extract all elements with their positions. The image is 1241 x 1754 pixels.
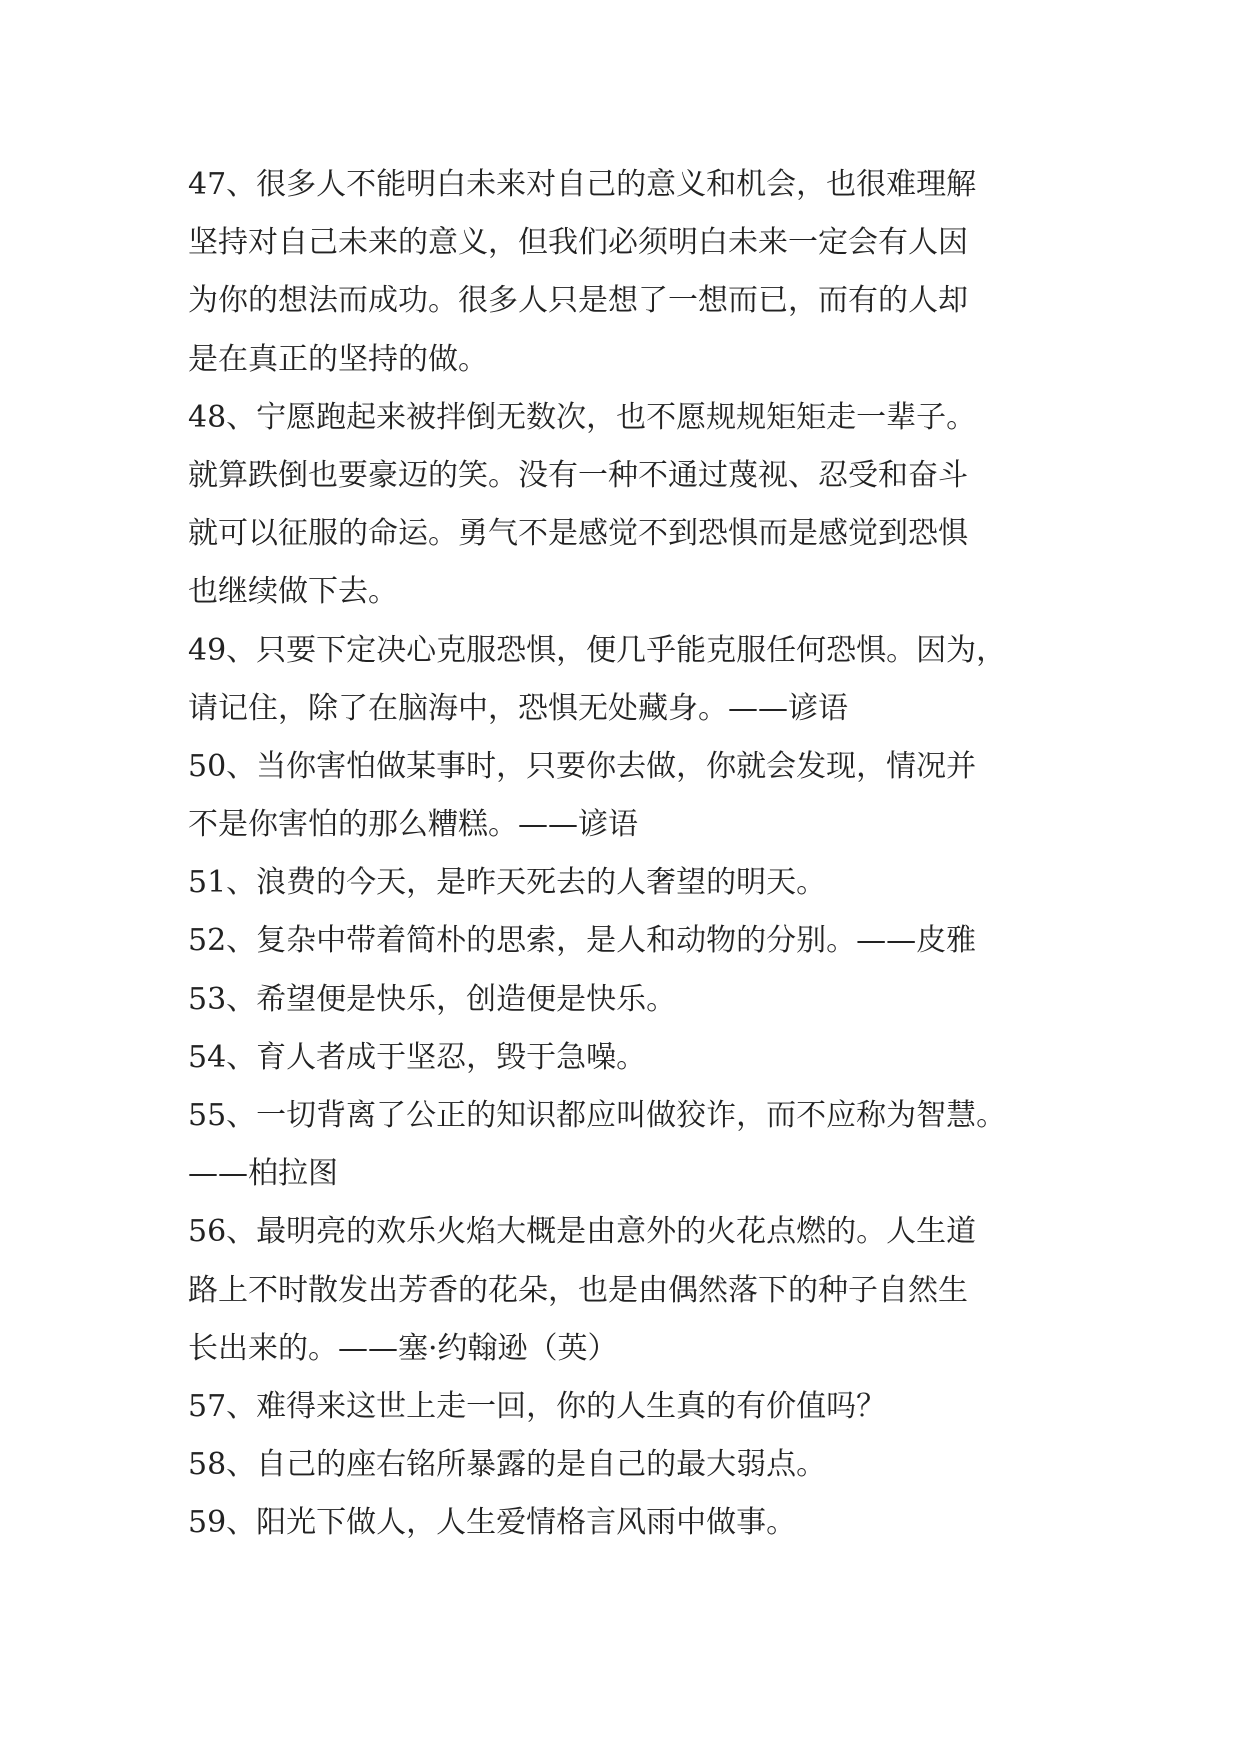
text-line: 是在真正的坚持的做。 [188,341,488,377]
text-line: 长出来的。——塞·约翰逊（英） [188,1330,618,1366]
text-line: 请记住，除了在脑海中，恐惧无处藏身。——谚语 [188,690,848,726]
text-line: 为你的想法而成功。很多人只是想了一想而已，而有的人却 [188,283,968,319]
text-line: 51、浪费的今天，是昨天死去的人奢望的明天。 [188,865,827,901]
text-line: 50、当你害怕做某事时，只要你去做，你就会发现，情况并 [188,748,977,784]
text-line: 就可以征服的命运。勇气不是感觉不到恐惧而是感觉到恐惧 [188,516,968,552]
text-line: 49、只要下定决心克服恐惧，便几乎能克服任何恐惧。因为， [188,632,1007,668]
text-line: 58、自己的座右铭所暴露的是自己的最大弱点。 [188,1447,827,1483]
text-line: 就算跌倒也要豪迈的笑。没有一种不通过蔑视、忍受和奋斗 [188,457,968,493]
text-line: 47、很多人不能明白未来对自己的意义和机会，也很难理解 [188,167,977,202]
text-line: 53、希望便是快乐，创造便是快乐。 [188,981,677,1017]
text-line: 52、复杂中带着简朴的思索，是人和动物的分别。——皮雅 [188,923,977,959]
text-line: 48、宁愿跑起来被拌倒无数次，也不愿规规矩矩走一辈子。 [188,399,977,435]
text-line: 不是你害怕的那么糟糕。——谚语 [188,807,638,843]
text-line: 路上不时散发出芳香的花朵，也是由偶然落下的种子自然生 [188,1272,968,1308]
text-line: 54、育人者成于坚忍，毁于急噪。 [188,1039,647,1075]
text-line: 坚持对自己未来的意义，但我们必须明白未来一定会有人因 [188,225,968,261]
text-line: ——柏拉图 [188,1156,338,1192]
text-line: 56、最明亮的欢乐火焰大概是由意外的火花点燃的。人生道 [188,1214,977,1250]
text-line: 57、难得来这世上走一回，你的人生真的有价值吗？ [188,1388,887,1424]
text-line: 59、阳光下做人，人生爱情格言风雨中做事。 [188,1505,797,1541]
text-line: 也继续做下去。 [188,574,398,610]
document-body [188,156,1068,1553]
text-line: 55、一切背离了公正的知识都应叫做狡诈，而不应称为智慧。 [188,1098,1007,1133]
